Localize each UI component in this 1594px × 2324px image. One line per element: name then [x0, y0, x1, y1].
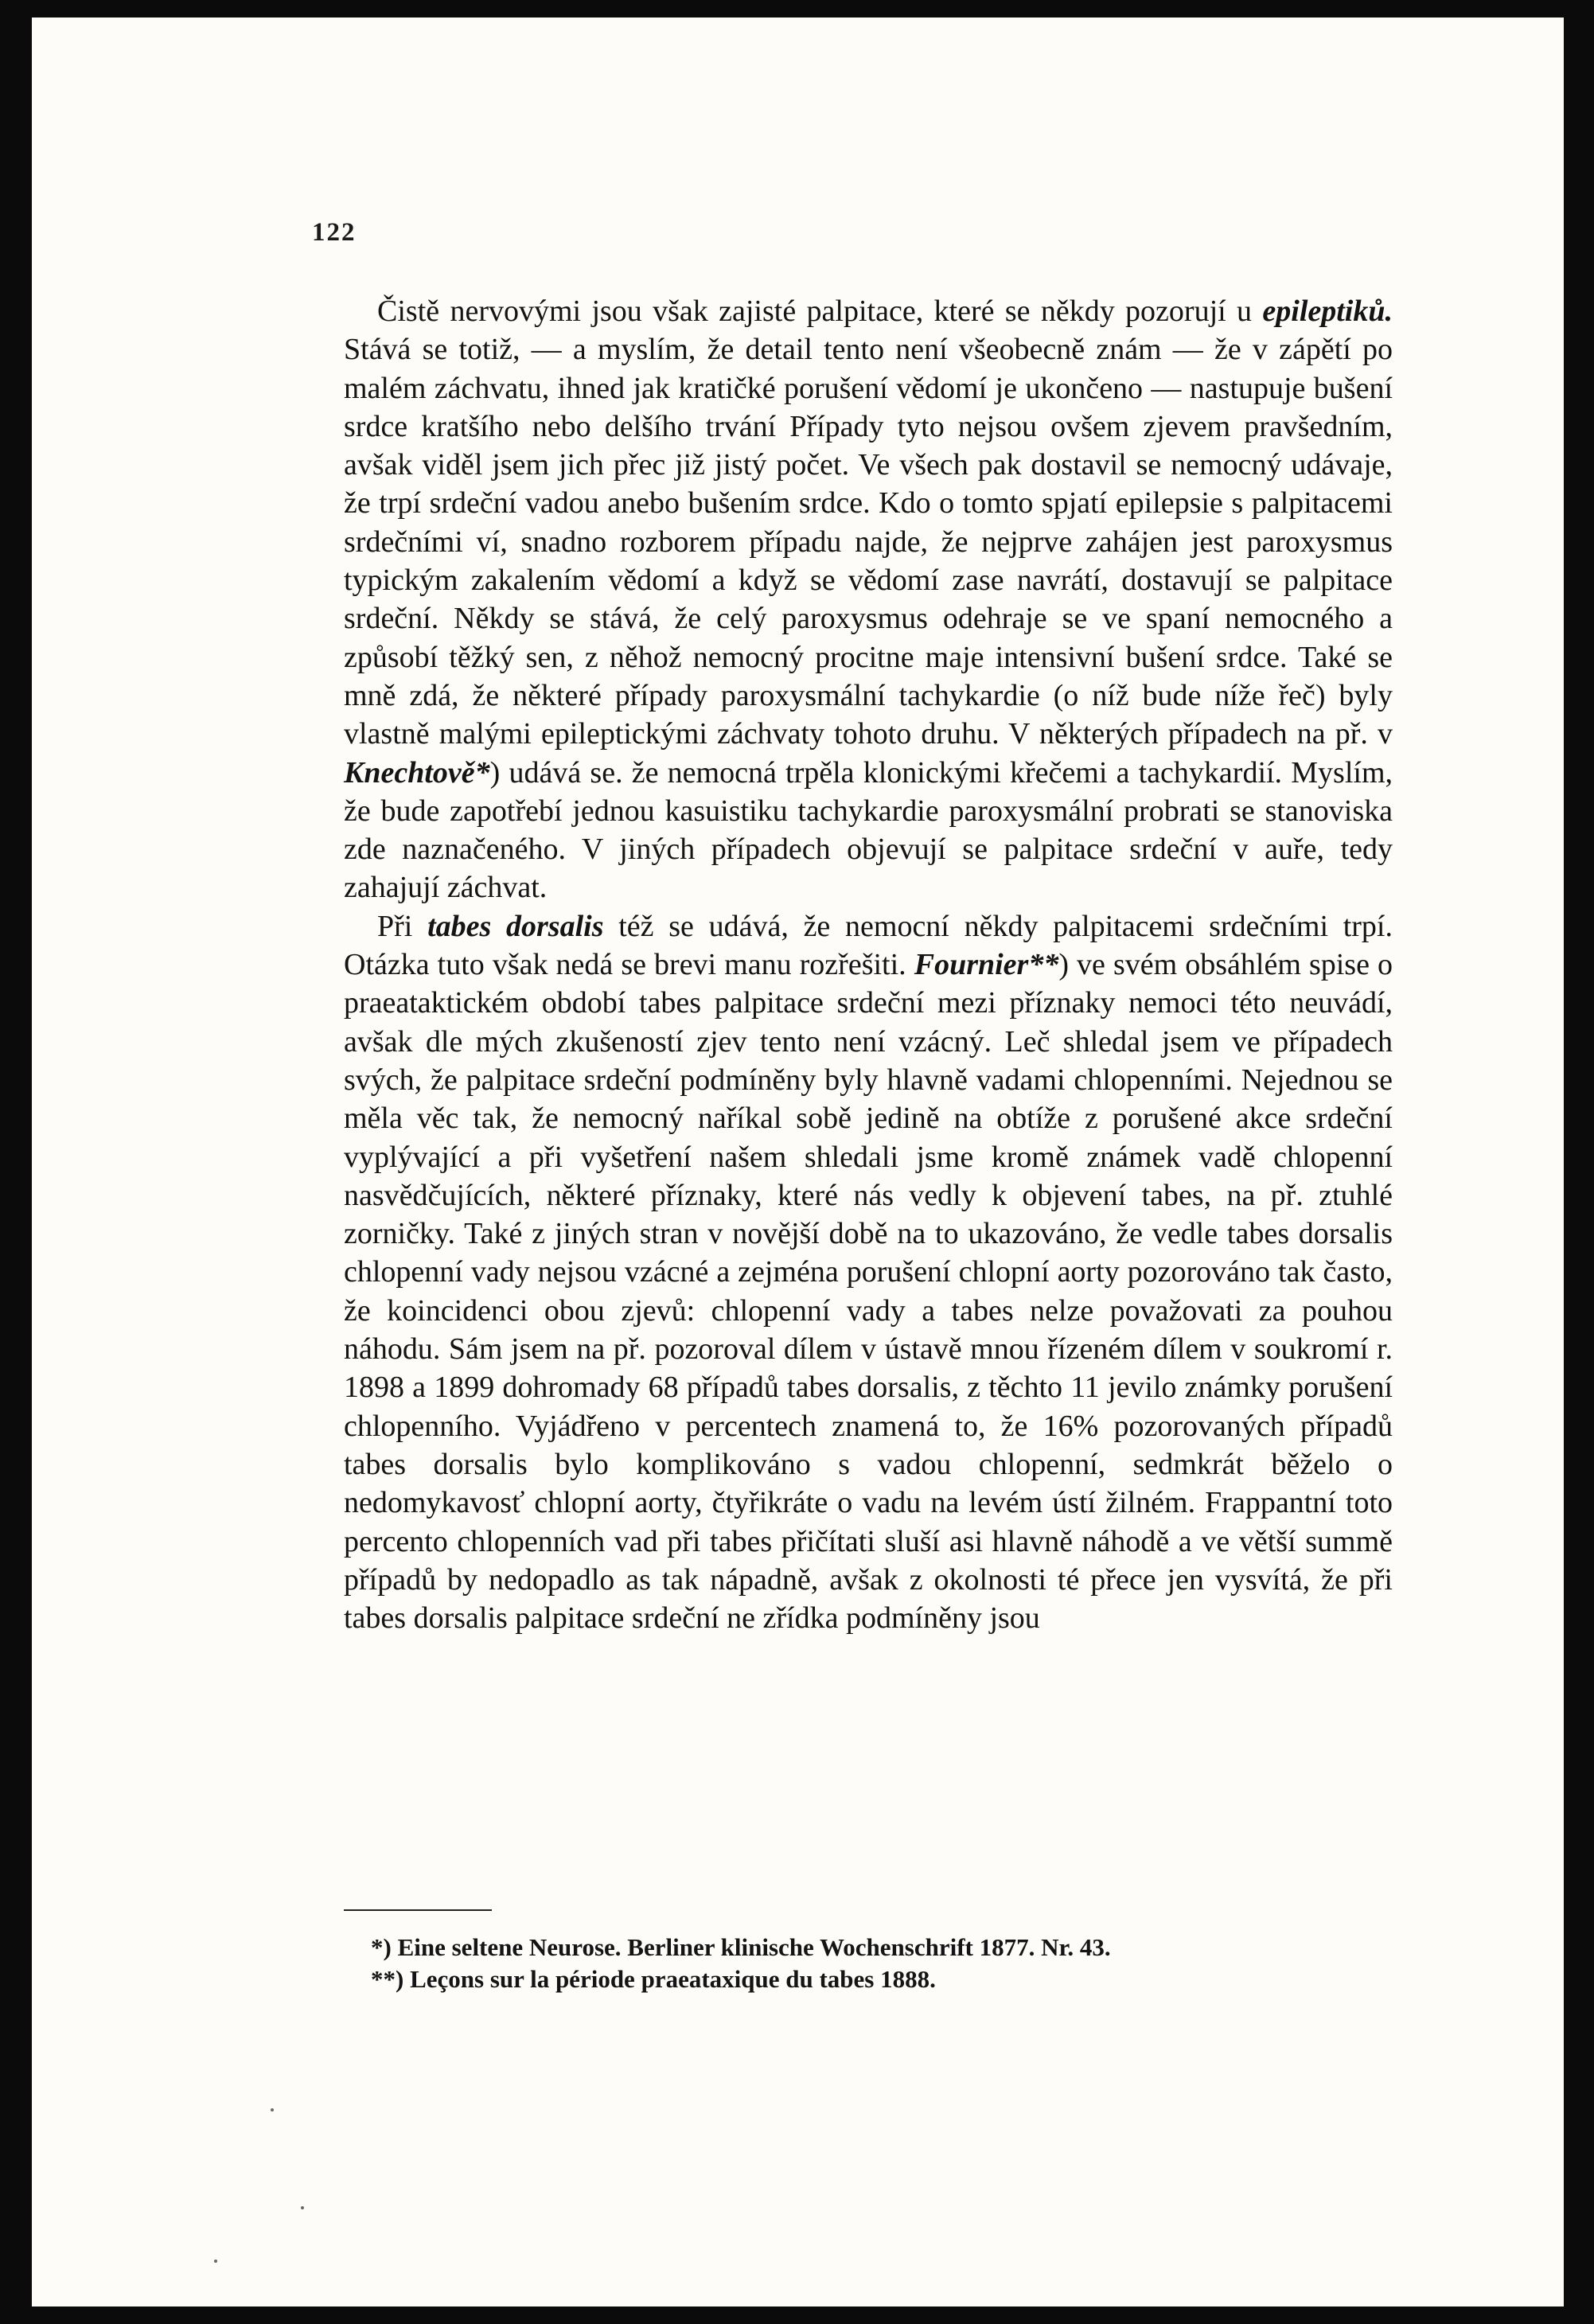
footnote-mark: **) [371, 1965, 404, 1993]
paragraph-text: Při [377, 909, 428, 943]
footnotes [344, 1932, 1393, 1995]
paragraph-text: Stává se totiž, — a myslím, že detail tento není všeobecně znám — že v zápětí po malém záchvatu, ihned jak kratičké porušení vědomí je ukončeno — nastupuje bušení srdce kratšího nebo delšího trvání Případy tyto nejsou ovšem zjevem pravšedním, avšak viděl jsem jich přec již jistý počet. Ve všech pak dostavil se nemocný udávaje, že trpí srdeční vadou anebo bušením srdce. Kdo o tomto spjatí epilepsie s palpitacemi srdečními ví, snadno rozborem případu najde, že nejprve zahájen jest paroxysmus typickým zakalením vědomí a když se vědomí zase navrátí, dostavují se palpitace srdeční. Někdy se stává, že celý paroxysmus odehraje se ve spaní nemocného a způsobí těžký sen, z něhož nemocný procitne maje intensivní bušení srdce. Také se mně zdá, že některé případy paroxysmální tachykardie (o níž bude níže řeč) byly vlastně malými epileptickými záchvaty tohoto druhu. V některých případech na př. v [344, 333, 1393, 751]
footnote-mark: *) [371, 1933, 392, 1961]
footnote-text: Leçons sur la période praeataxique du tabes 1888. [410, 1965, 936, 1993]
paragraph-text: ) ve svém obsáhlém spise o praeataktickém období tabes palpitace srdeční mezi příznaky nemoci této neuvádí, avšak dle mých zkušeností zjev tento není vzácný. Leč shledal jsem ve případech svých, že palpitace srdeční podmíněny byly hlavně vadami chlopenními. Nejednou se měla věc tak, že nemocný naříkal sobě jedině na obtíže z porušené akce srdeční vyplývající a při vyšetření našem shledali jsme kromě známek vadě chlopenní nasvědčujících, některé příznaky, které nás vedly k objevení tabes, na př. ztuhlé zorničky. Také z jiných stran v novější době na to ukazováno, že vedle tabes dorsalis chlopenní vady nejsou vzácné a zejména porušení chlopní aorty pozorováno tak často, že koincidenci obou zjevů: chlopenní vady a tabes nelze považovati za pouhou náhodu. Sám jsem na př. pozoroval dílem v ústavě mnou řízeném dílem v soukromí r. 1898 a 1899 dohromady 68 případů tabes dorsalis, z těchto 11 jevilo známky porušení chlopenního. Vyjádřeno v percentech znamená to, že 16% pozorovaných případů tabes dorsalis bylo komplikováno s vadou chlopenní, sedmkrát běželo o nedomykavosť chlopní aorty, čtyřikráte o vadu na levém ústí žilném. Frappantní toto percento chlopenních vad při tabes přičítati sluší asi hlavně náhodě a ve větší summě případů by nedopadlo as tak nápadně, avšak z okolnosti té přece jen vysvítá, že při tabes dorsalis palpitace srdeční ne zřídka podmíněny jsou [344, 948, 1393, 1636]
paragraph-tabes [344, 907, 1393, 1638]
citation-reference: Knechtově* [344, 755, 490, 790]
footnote [344, 1932, 1393, 1963]
paragraph-text: ) udává se. že nemocná trpěla klonickými křečemi a tachykardií. Myslím, že bude zapotřebí jednou kasuistiku tachykardie paroxysmální probrati se stanoviska zde naznačeného. V jiných případech objevují se palpitace srdeční v auře, tedy zahajují záchvat. [344, 755, 1393, 905]
scan-speck [301, 2206, 304, 2209]
footnote-text: Eine seltene Neurose. Berliner klinische Wochenschrift 1877. Nr. 43. [397, 1933, 1111, 1961]
footnote-divider [344, 1909, 492, 1911]
paragraph-text: Čistě nervovými jsou však zajisté palpitace, které se někdy pozorují u [377, 294, 1263, 328]
scanned-page [32, 18, 1564, 2306]
paragraph-text: též se udává, že nemocní někdy palpitacemi srdečními trpí. Otázka tuto však nedá se brevi manu rozřešiti. [344, 909, 1393, 982]
scan-speck [271, 2108, 274, 2111]
emphasized-term: epileptiků. [1262, 294, 1393, 328]
footnote [344, 1963, 1393, 1995]
page-number: 122 [312, 218, 357, 247]
citation-reference: Fournier** [914, 948, 1059, 982]
emphasized-term: tabes dorsalis [427, 909, 604, 943]
scan-speck [214, 2260, 217, 2263]
paragraph-epilepsy [344, 292, 1393, 907]
body-text [344, 292, 1393, 1637]
